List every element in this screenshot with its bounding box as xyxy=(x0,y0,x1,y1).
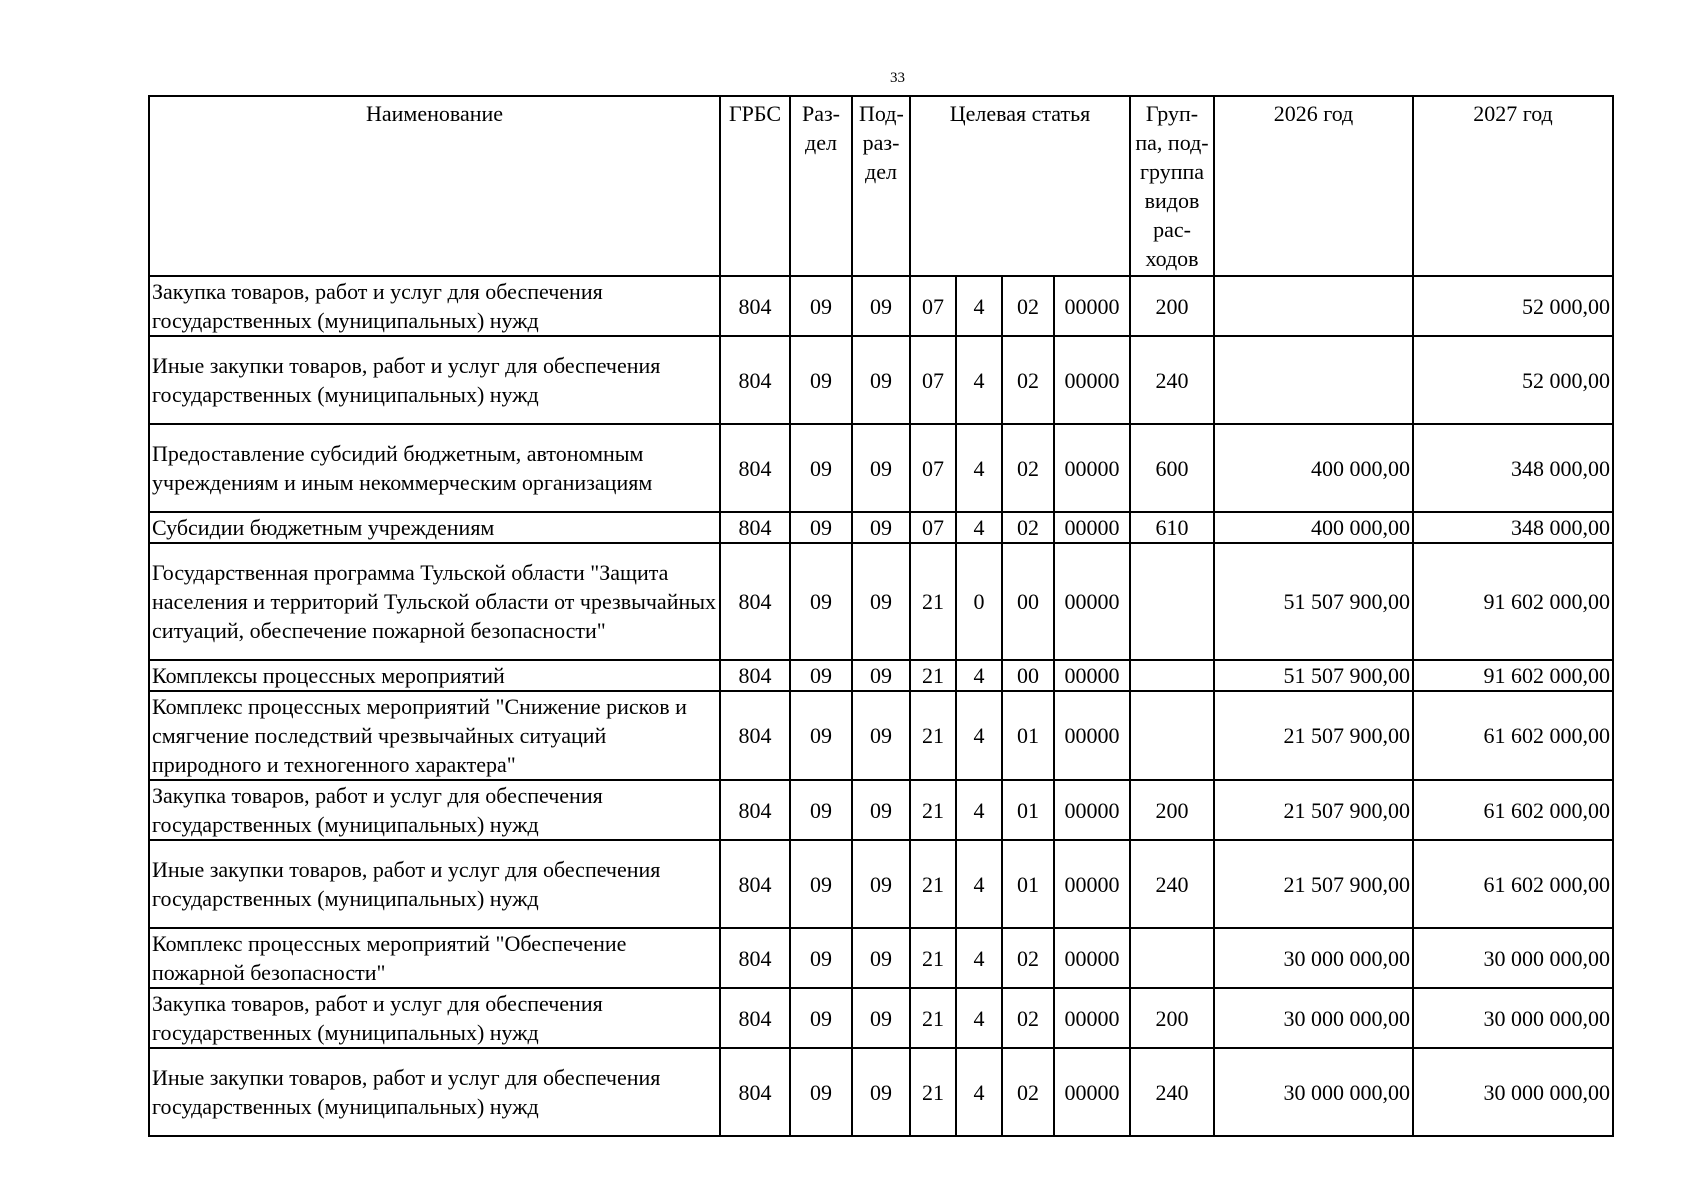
row-target-type: 4 xyxy=(956,512,1002,543)
row-expense-group xyxy=(1130,543,1214,660)
table-row xyxy=(149,780,1613,840)
row-grbs: 804 xyxy=(720,988,790,1048)
row-grbs: 804 xyxy=(720,512,790,543)
row-target-type: 4 xyxy=(956,424,1002,512)
table-row xyxy=(149,543,1613,660)
row-podrazdel: 09 xyxy=(852,543,910,660)
row-grbs: 804 xyxy=(720,660,790,691)
row-target-type: 4 xyxy=(956,691,1002,780)
row-target-direction: 00000 xyxy=(1054,840,1130,928)
row-name: Иные закупки товаров, работ и услуг для обеспечения государственных (муниципальных) нужд xyxy=(149,1048,720,1136)
row-name: Закупка товаров, работ и услуг для обеспечения государственных (муниципальных) нужд xyxy=(149,780,720,840)
row-amount-2027: 348 000,00 xyxy=(1413,512,1613,543)
row-amount-2027: 61 602 000,00 xyxy=(1413,840,1613,928)
row-target-direction: 00000 xyxy=(1054,691,1130,780)
row-target-direction: 00000 xyxy=(1054,988,1130,1048)
row-amount-2027: 61 602 000,00 xyxy=(1413,691,1613,780)
row-amount-2026: 51 507 900,00 xyxy=(1214,660,1413,691)
row-expense-group xyxy=(1130,660,1214,691)
row-razdel: 09 xyxy=(790,928,852,988)
row-target-program: 07 xyxy=(910,336,956,424)
row-amount-2027: 91 602 000,00 xyxy=(1413,660,1613,691)
row-expense-group: 610 xyxy=(1130,512,1214,543)
row-target-direction: 00000 xyxy=(1054,424,1130,512)
header-2027: 2027 год xyxy=(1413,96,1613,276)
row-razdel: 09 xyxy=(790,660,852,691)
header-name: Наименование xyxy=(149,96,720,276)
row-target-element: 01 xyxy=(1002,840,1054,928)
table-row xyxy=(149,928,1613,988)
row-razdel: 09 xyxy=(790,840,852,928)
row-target-element: 02 xyxy=(1002,424,1054,512)
table-body xyxy=(149,276,1613,1136)
table-row xyxy=(149,840,1613,928)
row-target-program: 07 xyxy=(910,512,956,543)
row-target-program: 07 xyxy=(910,424,956,512)
page-number: 33 xyxy=(890,70,905,86)
row-razdel: 09 xyxy=(790,512,852,543)
row-target-program: 21 xyxy=(910,780,956,840)
table-row xyxy=(149,660,1613,691)
row-expense-group: 200 xyxy=(1130,276,1214,336)
row-target-element: 01 xyxy=(1002,780,1054,840)
row-target-program: 21 xyxy=(910,543,956,660)
row-amount-2027: 52 000,00 xyxy=(1413,336,1613,424)
header-grbs: ГРБС xyxy=(720,96,790,276)
row-name: Предоставление субсидий бюджетным, автономным учреждениям и иным некоммерческим организациям xyxy=(149,424,720,512)
row-target-direction: 00000 xyxy=(1054,780,1130,840)
row-expense-group: 240 xyxy=(1130,840,1214,928)
header-razdel: Раз- дел xyxy=(790,96,852,276)
row-target-direction: 00000 xyxy=(1054,1048,1130,1136)
header-podrazdel: Под- раз- дел xyxy=(852,96,910,276)
row-podrazdel: 09 xyxy=(852,988,910,1048)
row-target-element: 00 xyxy=(1002,660,1054,691)
row-podrazdel: 09 xyxy=(852,512,910,543)
row-target-type: 4 xyxy=(956,928,1002,988)
row-expense-group: 600 xyxy=(1130,424,1214,512)
row-name: Комплекс процессных мероприятий "Снижение рисков и смягчение последствий чрезвычайных ситуаций природного и техногенного характера" xyxy=(149,691,720,780)
table-row xyxy=(149,988,1613,1048)
row-target-type: 4 xyxy=(956,660,1002,691)
row-amount-2026: 21 507 900,00 xyxy=(1214,691,1413,780)
row-target-program: 21 xyxy=(910,1048,956,1136)
row-target-program: 07 xyxy=(910,276,956,336)
row-grbs: 804 xyxy=(720,691,790,780)
row-expense-group xyxy=(1130,691,1214,780)
row-podrazdel: 09 xyxy=(852,928,910,988)
row-target-program: 21 xyxy=(910,928,956,988)
row-grbs: 804 xyxy=(720,336,790,424)
row-grbs: 804 xyxy=(720,543,790,660)
row-target-element: 02 xyxy=(1002,988,1054,1048)
row-amount-2026: 21 507 900,00 xyxy=(1214,780,1413,840)
row-podrazdel: 09 xyxy=(852,660,910,691)
row-amount-2026: 21 507 900,00 xyxy=(1214,840,1413,928)
table-row xyxy=(149,691,1613,780)
table-header-row xyxy=(149,96,1613,276)
row-razdel: 09 xyxy=(790,336,852,424)
row-target-element: 00 xyxy=(1002,543,1054,660)
row-name: Иные закупки товаров, работ и услуг для обеспечения государственных (муниципальных) нужд xyxy=(149,840,720,928)
row-podrazdel: 09 xyxy=(852,424,910,512)
table-row xyxy=(149,276,1613,336)
row-grbs: 804 xyxy=(720,276,790,336)
row-target-element: 02 xyxy=(1002,928,1054,988)
row-name: Государственная программа Тульской области "Защита населения и территорий Тульской области от чрезвычайных ситуаций, обеспечение пожарной безопасности" xyxy=(149,543,720,660)
row-target-direction: 00000 xyxy=(1054,512,1130,543)
header-2026: 2026 год xyxy=(1214,96,1413,276)
row-target-direction: 00000 xyxy=(1054,276,1130,336)
row-name: Комплекс процессных мероприятий "Обеспечение пожарной безопасности" xyxy=(149,928,720,988)
row-amount-2027: 61 602 000,00 xyxy=(1413,780,1613,840)
row-amount-2026 xyxy=(1214,336,1413,424)
row-target-element: 02 xyxy=(1002,336,1054,424)
row-name: Комплексы процессных мероприятий xyxy=(149,660,720,691)
row-target-direction: 00000 xyxy=(1054,336,1130,424)
header-target-article: Целевая статья xyxy=(910,96,1130,276)
row-razdel: 09 xyxy=(790,543,852,660)
row-target-type: 4 xyxy=(956,840,1002,928)
row-podrazdel: 09 xyxy=(852,276,910,336)
row-amount-2027: 30 000 000,00 xyxy=(1413,988,1613,1048)
row-amount-2026: 51 507 900,00 xyxy=(1214,543,1413,660)
row-target-program: 21 xyxy=(910,988,956,1048)
row-grbs: 804 xyxy=(720,840,790,928)
row-target-direction: 00000 xyxy=(1054,928,1130,988)
table-row xyxy=(149,1048,1613,1136)
row-name: Закупка товаров, работ и услуг для обеспечения государственных (муниципальных) нужд xyxy=(149,988,720,1048)
row-razdel: 09 xyxy=(790,276,852,336)
row-amount-2027: 30 000 000,00 xyxy=(1413,1048,1613,1136)
row-target-element: 02 xyxy=(1002,276,1054,336)
row-grbs: 804 xyxy=(720,780,790,840)
row-amount-2026: 400 000,00 xyxy=(1214,512,1413,543)
row-name: Закупка товаров, работ и услуг для обеспечения государственных (муниципальных) нужд xyxy=(149,276,720,336)
row-razdel: 09 xyxy=(790,988,852,1048)
row-grbs: 804 xyxy=(720,928,790,988)
row-amount-2027: 30 000 000,00 xyxy=(1413,928,1613,988)
row-expense-group: 200 xyxy=(1130,988,1214,1048)
row-target-direction: 00000 xyxy=(1054,543,1130,660)
row-target-type: 4 xyxy=(956,988,1002,1048)
row-amount-2026: 30 000 000,00 xyxy=(1214,1048,1413,1136)
row-target-program: 21 xyxy=(910,840,956,928)
row-target-type: 4 xyxy=(956,780,1002,840)
row-podrazdel: 09 xyxy=(852,691,910,780)
row-expense-group: 200 xyxy=(1130,780,1214,840)
row-razdel: 09 xyxy=(790,780,852,840)
row-expense-group: 240 xyxy=(1130,1048,1214,1136)
row-podrazdel: 09 xyxy=(852,780,910,840)
row-target-direction: 00000 xyxy=(1054,660,1130,691)
row-target-element: 02 xyxy=(1002,1048,1054,1136)
row-podrazdel: 09 xyxy=(852,1048,910,1136)
row-grbs: 804 xyxy=(720,1048,790,1136)
header-expense-group: Груп- па, под- группа видов рас- ходов xyxy=(1130,96,1214,276)
row-target-type: 4 xyxy=(956,336,1002,424)
row-amount-2027: 52 000,00 xyxy=(1413,276,1613,336)
row-name: Иные закупки товаров, работ и услуг для обеспечения государственных (муниципальных) нужд xyxy=(149,336,720,424)
row-amount-2027: 91 602 000,00 xyxy=(1413,543,1613,660)
row-amount-2026: 30 000 000,00 xyxy=(1214,988,1413,1048)
row-razdel: 09 xyxy=(790,691,852,780)
row-target-element: 02 xyxy=(1002,512,1054,543)
budget-table xyxy=(148,95,1614,1137)
row-target-type: 0 xyxy=(956,543,1002,660)
row-target-program: 21 xyxy=(910,660,956,691)
row-expense-group: 240 xyxy=(1130,336,1214,424)
table-row xyxy=(149,336,1613,424)
row-podrazdel: 09 xyxy=(852,840,910,928)
row-amount-2026 xyxy=(1214,276,1413,336)
row-target-type: 4 xyxy=(956,276,1002,336)
row-target-element: 01 xyxy=(1002,691,1054,780)
row-grbs: 804 xyxy=(720,424,790,512)
row-name: Субсидии бюджетным учреждениям xyxy=(149,512,720,543)
row-expense-group xyxy=(1130,928,1214,988)
row-razdel: 09 xyxy=(790,424,852,512)
row-target-program: 21 xyxy=(910,691,956,780)
row-amount-2027: 348 000,00 xyxy=(1413,424,1613,512)
row-amount-2026: 30 000 000,00 xyxy=(1214,928,1413,988)
table-row xyxy=(149,512,1613,543)
row-target-type: 4 xyxy=(956,1048,1002,1136)
row-razdel: 09 xyxy=(790,1048,852,1136)
row-amount-2026: 400 000,00 xyxy=(1214,424,1413,512)
row-podrazdel: 09 xyxy=(852,336,910,424)
table-row xyxy=(149,424,1613,512)
